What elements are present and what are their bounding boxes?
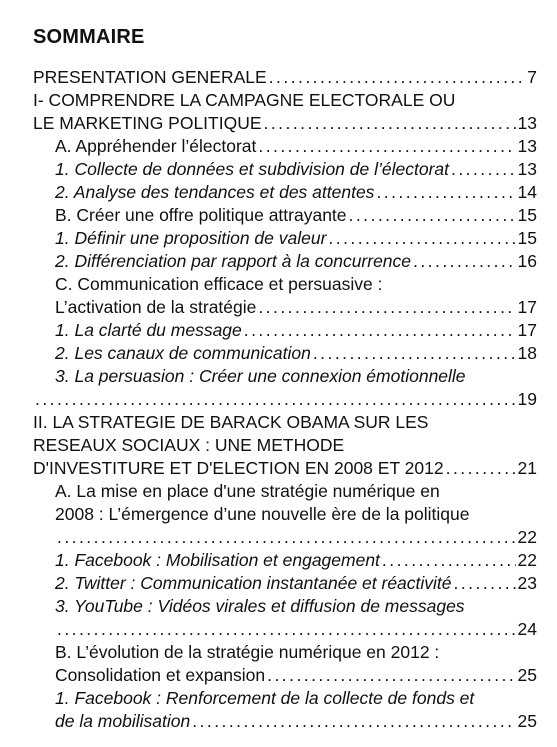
toc-page-number: 23 bbox=[517, 573, 537, 593]
toc-entry-text: L’activation de la stratégie bbox=[55, 297, 257, 317]
toc-entry-text: 2. Les canaux de communication bbox=[55, 343, 311, 363]
dot-leader bbox=[258, 296, 515, 319]
page-title: SOMMAIRE bbox=[33, 26, 145, 48]
toc-entry-text: 1. Facebook : Mobilisation et engagement bbox=[55, 550, 380, 570]
toc-entry bbox=[33, 89, 537, 112]
toc-entry bbox=[55, 273, 537, 296]
toc-page-number: 14 bbox=[517, 182, 537, 202]
toc-page-number: 19 bbox=[517, 389, 537, 409]
toc-entry bbox=[55, 503, 537, 526]
toc-entry-text: 1. Définir une proposition de valeur bbox=[55, 228, 327, 248]
dot-leader bbox=[413, 250, 516, 273]
toc-entry-text: A. La mise en place d'une stratégie numérique en bbox=[55, 481, 440, 501]
toc-entry-text: 1. Facebook : Renforcement de la collecte de fonds et bbox=[55, 688, 475, 708]
toc-page-number: 13 bbox=[517, 159, 537, 179]
toc-entry bbox=[55, 526, 537, 549]
toc-entry-text: B. L’évolution de la stratégie numérique en 2012 : bbox=[55, 642, 440, 662]
dot-leader bbox=[267, 664, 515, 687]
toc-page-number: 24 bbox=[517, 619, 537, 639]
dot-leader bbox=[451, 158, 516, 181]
toc-entry bbox=[33, 457, 537, 480]
toc-page-number: 25 bbox=[517, 665, 537, 685]
toc-page-number: 16 bbox=[517, 251, 537, 271]
toc-entry-text: D'INVESTITURE ET D'ELECTION EN 2008 ET 2012 bbox=[33, 458, 444, 478]
toc-entry bbox=[55, 181, 537, 204]
toc-entry-text: 2008 : L’émergence d’une nouvelle ère de la politique bbox=[55, 504, 470, 524]
toc-entry bbox=[55, 549, 537, 572]
toc-entry-text: de la mobilisation bbox=[55, 711, 191, 731]
toc-entry-text: LE MARKETING POLITIQUE bbox=[33, 113, 262, 133]
toc-entry-text: PRESENTATION GENERALE bbox=[33, 67, 267, 87]
toc-entry-text: B. Créer une offre politique attrayante bbox=[55, 205, 347, 225]
toc-entry bbox=[55, 319, 537, 342]
toc-entry bbox=[33, 411, 537, 434]
toc-entry-text: 2. Analyse des tendances et des attentes bbox=[55, 182, 375, 202]
toc-entry-text: 2. Différenciation par rapport à la concurrence bbox=[55, 251, 412, 271]
dot-leader bbox=[192, 710, 515, 733]
dot-leader bbox=[328, 227, 515, 250]
dot-leader bbox=[244, 319, 516, 342]
dot-leader bbox=[446, 457, 516, 480]
toc-page-number: 7 bbox=[527, 67, 537, 87]
toc-page-number: 13 bbox=[517, 136, 537, 156]
toc-entry bbox=[55, 710, 537, 733]
dot-leader bbox=[57, 526, 516, 549]
toc-entry bbox=[55, 641, 537, 664]
toc-entry bbox=[55, 204, 537, 227]
toc-entry bbox=[33, 66, 537, 89]
toc-entry-text: I- COMPRENDRE LA CAMPAGNE ELECTORALE OU bbox=[33, 90, 456, 110]
toc-page-number: 15 bbox=[517, 205, 537, 225]
dot-leader bbox=[376, 181, 515, 204]
toc-page-number: 13 bbox=[517, 113, 537, 133]
toc-entry bbox=[55, 342, 537, 365]
toc-page-number: 25 bbox=[517, 711, 537, 731]
toc-page-number: 22 bbox=[517, 550, 537, 570]
dot-leader bbox=[57, 618, 516, 641]
dot-leader bbox=[35, 388, 516, 411]
dot-leader bbox=[349, 204, 516, 227]
dot-leader bbox=[382, 549, 516, 572]
toc-entry bbox=[55, 595, 537, 618]
toc-entry-text: II. LA STRATEGIE DE BARACK OBAMA SUR LES bbox=[33, 412, 429, 432]
toc-entry bbox=[33, 388, 537, 411]
toc-entry-text: C. Communication efficace et persuasive : bbox=[55, 274, 383, 294]
dot-leader bbox=[269, 66, 526, 89]
toc-entry-text: 1. Collecte de données et subdivision de l’électorat bbox=[55, 159, 449, 179]
toc-page-number: 22 bbox=[517, 527, 537, 547]
toc-entry bbox=[55, 296, 537, 319]
toc-entry bbox=[33, 112, 537, 135]
toc-entry-text: 3. La persuasion : Créer une connexion émotionnelle bbox=[55, 366, 466, 386]
toc-entry-text: 3. YouTube : Vidéos virales et diffusion de messages bbox=[55, 596, 465, 616]
toc-entry bbox=[55, 664, 537, 687]
toc-entry bbox=[55, 227, 537, 250]
toc-entry bbox=[55, 135, 537, 158]
toc-entry-text: 1. La clarté du message bbox=[55, 320, 242, 340]
toc-page-number: 17 bbox=[517, 320, 537, 340]
toc-entry-text: A. Appréhender l’électorat bbox=[55, 136, 257, 156]
toc-page-number: 21 bbox=[517, 458, 537, 478]
toc-entry bbox=[55, 250, 537, 273]
toc-entry bbox=[55, 687, 537, 710]
toc-entry bbox=[55, 158, 537, 181]
toc-page-number: 18 bbox=[517, 343, 537, 363]
dot-leader bbox=[258, 135, 515, 158]
dot-leader bbox=[454, 572, 516, 595]
toc-page-number: 15 bbox=[517, 228, 537, 248]
toc-entry bbox=[33, 434, 537, 457]
toc-entry-text: RESEAUX SOCIAUX : UNE METHODE bbox=[33, 435, 345, 455]
toc-entry bbox=[55, 572, 537, 595]
toc-entry bbox=[55, 618, 537, 641]
dot-leader bbox=[313, 342, 516, 365]
toc-entry bbox=[55, 365, 537, 388]
toc-entry-text: 2. Twitter : Communication instantanée et réactivité bbox=[55, 573, 452, 593]
toc-page-number: 17 bbox=[517, 297, 537, 317]
toc-entry-text: Consolidation et expansion bbox=[55, 665, 266, 685]
table-of-contents bbox=[0, 66, 557, 733]
dot-leader bbox=[264, 112, 516, 135]
toc-entry bbox=[55, 480, 537, 503]
